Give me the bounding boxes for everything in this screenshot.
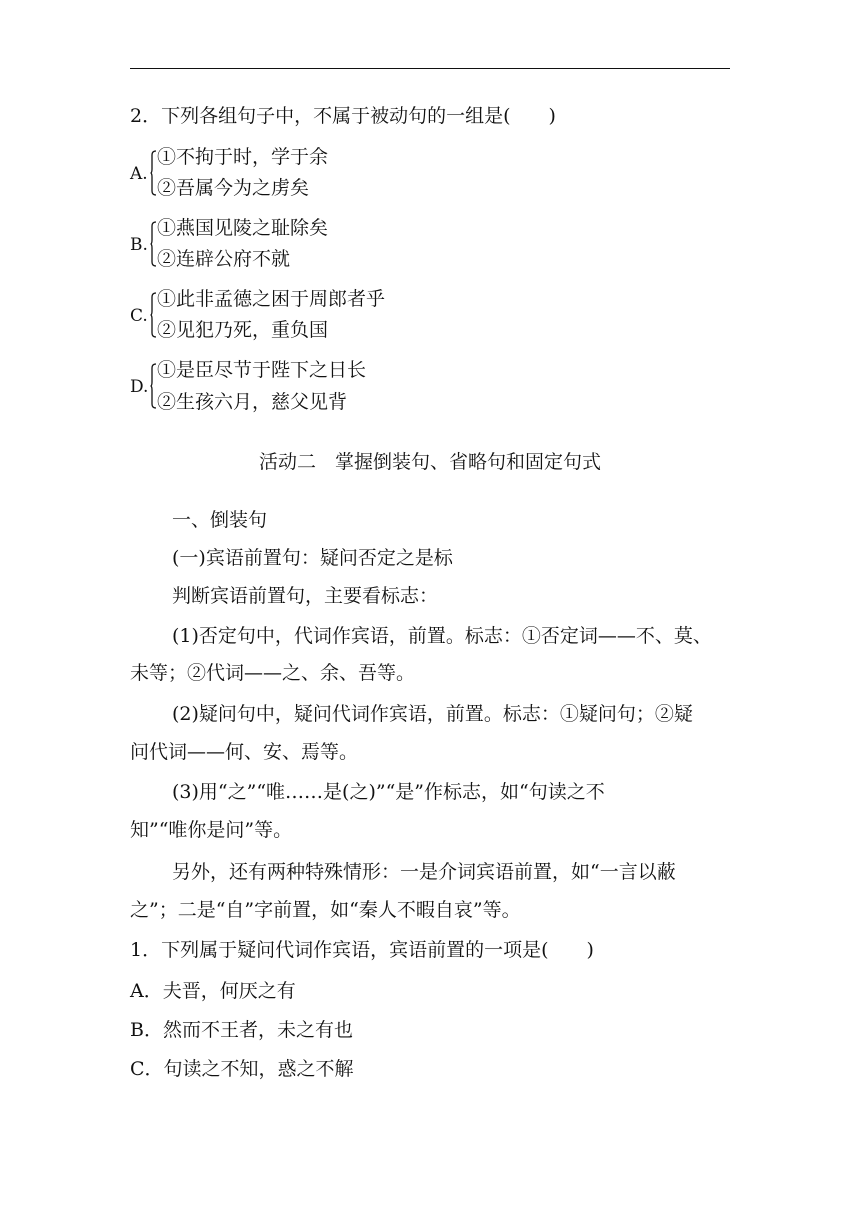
- question-1-option-a: A．夫晋，何厌之有: [130, 980, 296, 1002]
- paragraph-4-line-1: 另外，还有两种特殊情形：一是介词宾语前置，如“一言以蔽: [172, 861, 676, 883]
- question-1-option-c: C．句读之不知，惑之不解: [130, 1058, 354, 1080]
- option-c-sentence-1: ①此非孟德之困于周郎者乎: [157, 288, 386, 310]
- brace-d: [150, 363, 157, 409]
- question-1-stem: 1．下列属于疑问代词作宾语，宾语前置的一项是( ): [130, 939, 594, 961]
- option-b-sentence-1: ①燕国见陵之耻除矣: [157, 217, 329, 239]
- intro-paragraph: 判断宾语前置句，主要看标志：: [172, 585, 439, 607]
- paragraph-3-line-2: 知”“唯你是问”等。: [130, 819, 293, 841]
- paragraph-4-line-2: 之”；二是“自”字前置，如“秦人不暇自哀”等。: [130, 899, 521, 921]
- brace-b: [150, 221, 157, 267]
- subheading-object-preposing: (一)宾语前置句：疑问否定之是标: [172, 547, 453, 569]
- option-a-label: A.: [130, 164, 148, 184]
- option-d-label: D.: [130, 377, 149, 397]
- question-1-option-b: B．然而不王者，未之有也: [130, 1019, 353, 1041]
- option-b-label: B.: [130, 235, 148, 255]
- section-title: 活动二 掌握倒装句、省略句和固定句式: [258, 451, 601, 473]
- paragraph-1-line-1: (1)否定句中，代词作宾语，前置。标志：①否定词——不、莫、: [172, 625, 712, 647]
- brace-a: [150, 150, 157, 196]
- paragraph-3-line-1: (3)用“之”“唯……是(之)”“是”作标志，如“句读之不: [172, 781, 605, 803]
- paragraph-2-line-2: 问代词——何、安、焉等。: [130, 741, 359, 763]
- option-d-sentence-2: ②生孩六月，慈父见背: [157, 391, 348, 413]
- header-rule: [130, 68, 730, 69]
- option-d-sentence-1: ①是臣尽节于陛下之日长: [157, 359, 367, 381]
- paragraph-2-line-1: (2)疑问句中，疑问代词作宾语，前置。标志：①疑问句；②疑: [172, 703, 693, 725]
- question-2-stem: 2．下列各组句子中，不属于被动句的一组是( ): [130, 105, 556, 127]
- option-c-sentence-2: ②见犯乃死，重负国: [157, 319, 329, 341]
- heading-inverted-sentences: 一、倒装句: [172, 509, 268, 531]
- option-a-sentence-1: ①不拘于时，学于余: [157, 146, 329, 168]
- brace-c: [150, 292, 157, 338]
- option-b-sentence-2: ②连辟公府不就: [157, 248, 291, 270]
- option-c-label: C.: [130, 306, 148, 326]
- paragraph-1-line-2: 未等；②代词——之、余、吾等。: [130, 662, 416, 684]
- option-a-sentence-2: ②吾属今为之虏矣: [157, 177, 310, 199]
